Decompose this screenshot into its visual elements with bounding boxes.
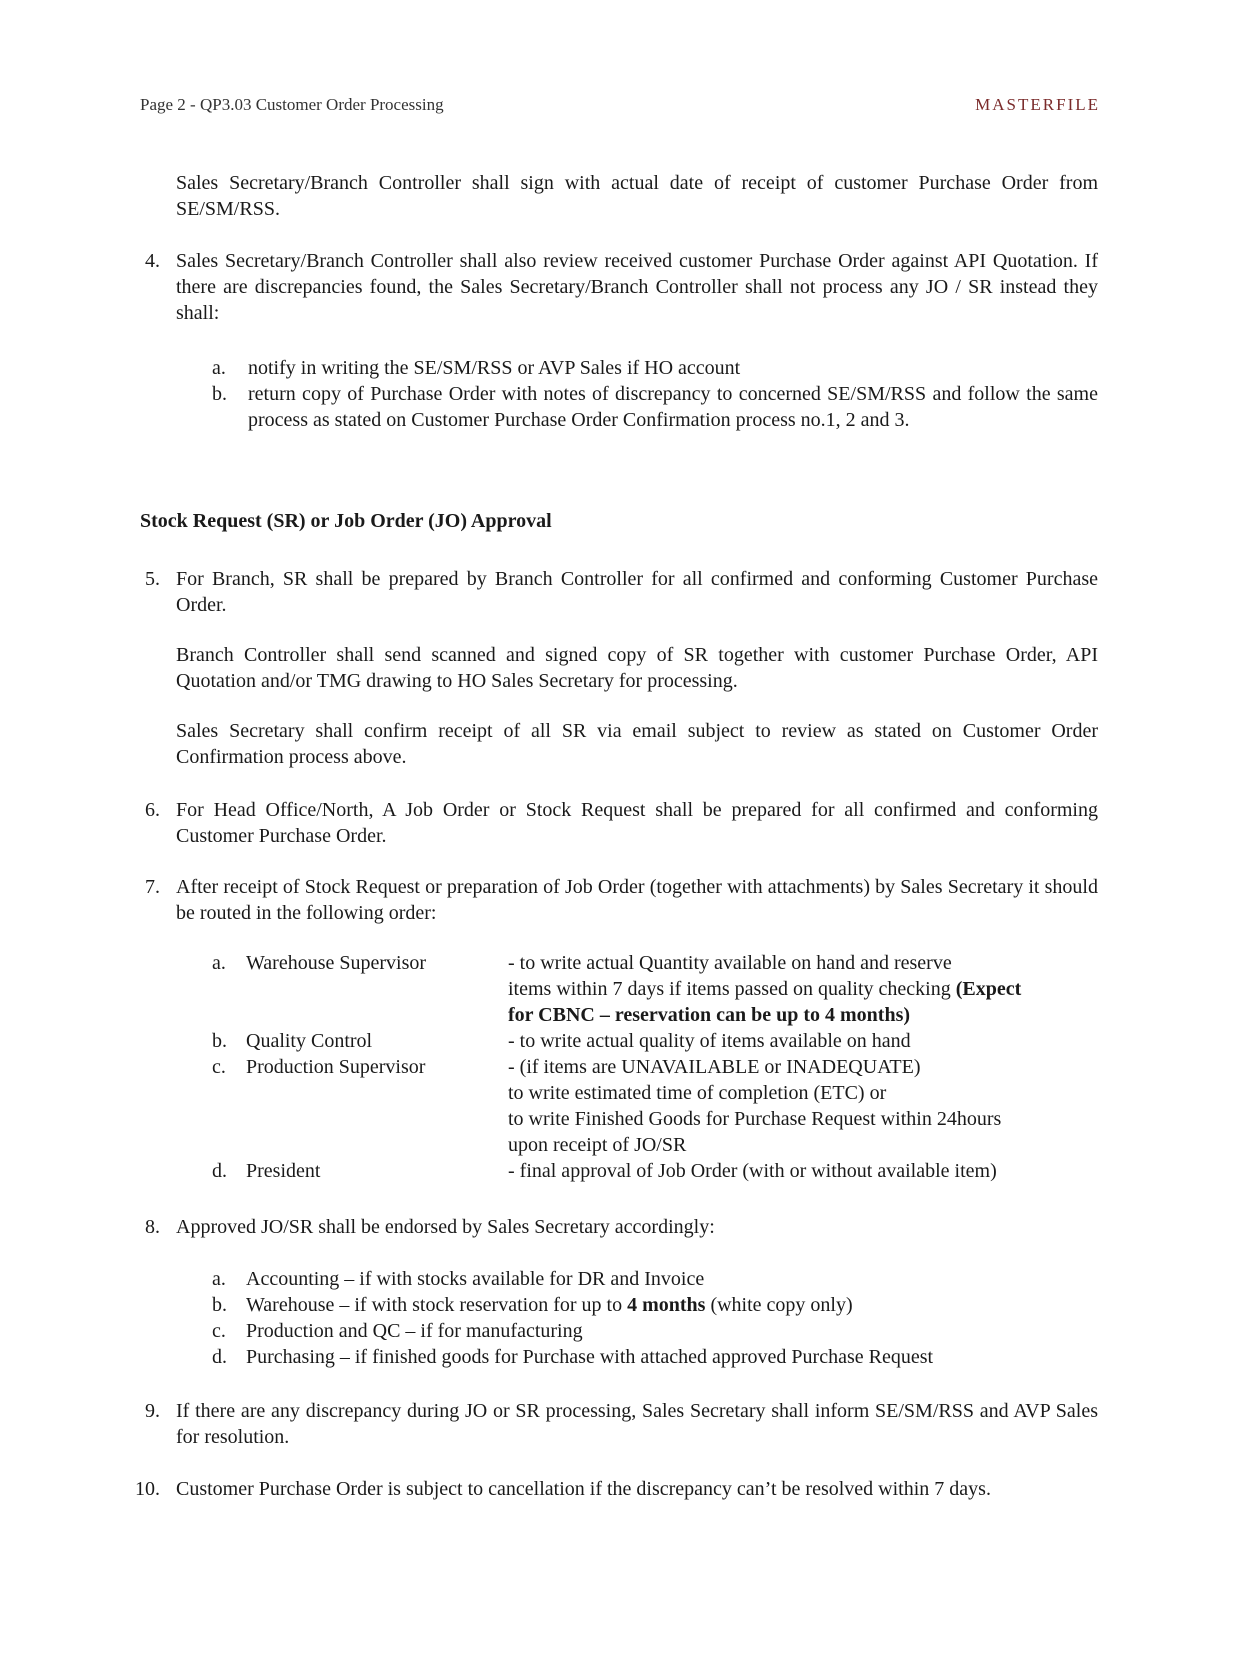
item-8d-letter: d.: [212, 1346, 227, 1368]
item-4-text: Sales Secretary/Branch Controller shall also review received customer Purchase Order against API Quotation. If there are discrepancies found, the Sales Secretary/Branch Controller shall not process any JO / SR instead they shall:: [176, 250, 1098, 324]
item-8-number: 8.: [145, 1216, 160, 1238]
item-4b-letter: b.: [212, 383, 227, 405]
routing-a-line-2: items within 7 days if items passed on quality checking: [508, 978, 951, 1000]
routing-b-line-1: - to write actual quality of items available on hand: [508, 1030, 911, 1052]
routing-c-line-2: to write estimated time of completion (ETC) or: [508, 1082, 887, 1104]
item-4a-text: notify in writing the SE/SM/RSS or AVP Sales if HO account: [248, 357, 741, 379]
item-8a-letter: a.: [212, 1268, 226, 1290]
routing-a-role: Warehouse Supervisor: [246, 952, 427, 974]
routing-a-line-1: - to write actual Quantity available on hand and reserve: [508, 952, 952, 974]
page-header-stamp: MASTERFILE: [975, 95, 1100, 114]
routing-b-description: [508, 1028, 1098, 1054]
item-9-text: If there are any discrepancy during JO or SR processing, Sales Secretary shall inform SE/SM/RSS and AVP Sales for resolution.: [176, 1400, 1098, 1448]
routing-c-line-3: to write Finished Goods for Purchase Request within 24hours: [508, 1108, 1002, 1130]
item-8-text: Approved JO/SR shall be endorsed by Sales Secretary accordingly:: [176, 1216, 715, 1238]
section-heading: Stock Request (SR) or Job Order (JO) Approval: [140, 510, 552, 532]
routing-c-letter: c.: [212, 1056, 226, 1078]
routing-c-line-4: upon receipt of JO/SR: [508, 1134, 687, 1156]
routing-a-bold-tail: (Expect: [955, 978, 1022, 1000]
routing-a-description: [508, 950, 1098, 1028]
item-8d-text: Purchasing – if finished goods for Purchase with attached approved Purchase Request: [246, 1346, 934, 1368]
item-5-number: 5.: [145, 568, 160, 590]
item-8b-letter: b.: [212, 1294, 227, 1316]
item-6-number: 6.: [145, 799, 160, 821]
item-5-paragraph-3: Sales Secretary shall confirm receipt of all SR via email subject to review as stated on Customer Order Confirmation process above.: [176, 720, 1098, 768]
item-9-number: 9.: [145, 1400, 160, 1422]
item-4a-letter: a.: [212, 357, 226, 379]
routing-c-role: Production Supervisor: [246, 1056, 426, 1078]
item-8b-text: [246, 1292, 1098, 1318]
item-5-text: For Branch, SR shall be prepared by Branch Controller for all confirmed and conforming Customer Purchase Order.: [176, 568, 1098, 616]
routing-a-bold-line: for CBNC – reservation can be up to 4 months): [508, 1004, 911, 1026]
item-8b-post: (white copy only): [705, 1294, 853, 1316]
item-10-number: 10.: [135, 1478, 160, 1500]
item-10-text: Customer Purchase Order is subject to cancellation if the discrepancy can’t be resolved within 7 days.: [176, 1478, 991, 1500]
item-8c-letter: c.: [212, 1320, 226, 1342]
item-7-text: After receipt of Stock Request or preparation of Job Order (together with attachments) by Sales Secretary it should be routed in the following order:: [176, 876, 1098, 924]
item-8a-text: Accounting – if with stocks available for DR and Invoice: [246, 1268, 705, 1290]
item-4b-text: return copy of Purchase Order with notes of discrepancy to concerned SE/SM/RSS and follow the same process as stated on Customer Purchase Order Confirmation process no.1, 2 and 3.: [248, 383, 1098, 431]
item-8c-text: Production and QC – if for manufacturing: [246, 1320, 583, 1342]
routing-a-line-2-wrap: [508, 976, 1098, 1002]
routing-d-description: [508, 1158, 1098, 1184]
routing-c-line-1: - (if items are UNAVAILABLE or INADEQUATE): [508, 1056, 921, 1078]
page-header-title: Page 2 - QP3.03 Customer Order Processing: [140, 95, 444, 114]
routing-d-letter: d.: [212, 1160, 227, 1182]
routing-a-letter: a.: [212, 952, 226, 974]
routing-c-description: [508, 1054, 1098, 1158]
routing-d-line-1: - final approval of Job Order (with or without available item): [508, 1160, 997, 1182]
routing-b-letter: b.: [212, 1030, 227, 1052]
item-5-paragraph-2: Branch Controller shall send scanned and signed copy of SR together with customer Purchase Order, API Quotation and/or TMG drawing to HO Sales Secretary for processing.: [176, 644, 1098, 692]
item-8b-pre: Warehouse – if with stock reservation for up to: [246, 1294, 628, 1316]
item-4-number: 4.: [145, 250, 160, 272]
routing-b-role: Quality Control: [246, 1030, 373, 1052]
routing-d-role: President: [246, 1160, 321, 1182]
item-7-number: 7.: [145, 876, 160, 898]
item-8b-bold: 4 months: [627, 1294, 706, 1316]
item-6-text: For Head Office/North, A Job Order or Stock Request shall be prepared for all confirmed and conforming Customer Purchase Order.: [176, 799, 1098, 847]
intro-paragraph: Sales Secretary/Branch Controller shall sign with actual date of receipt of customer Purchase Order from SE/SM/RSS.: [176, 172, 1098, 220]
